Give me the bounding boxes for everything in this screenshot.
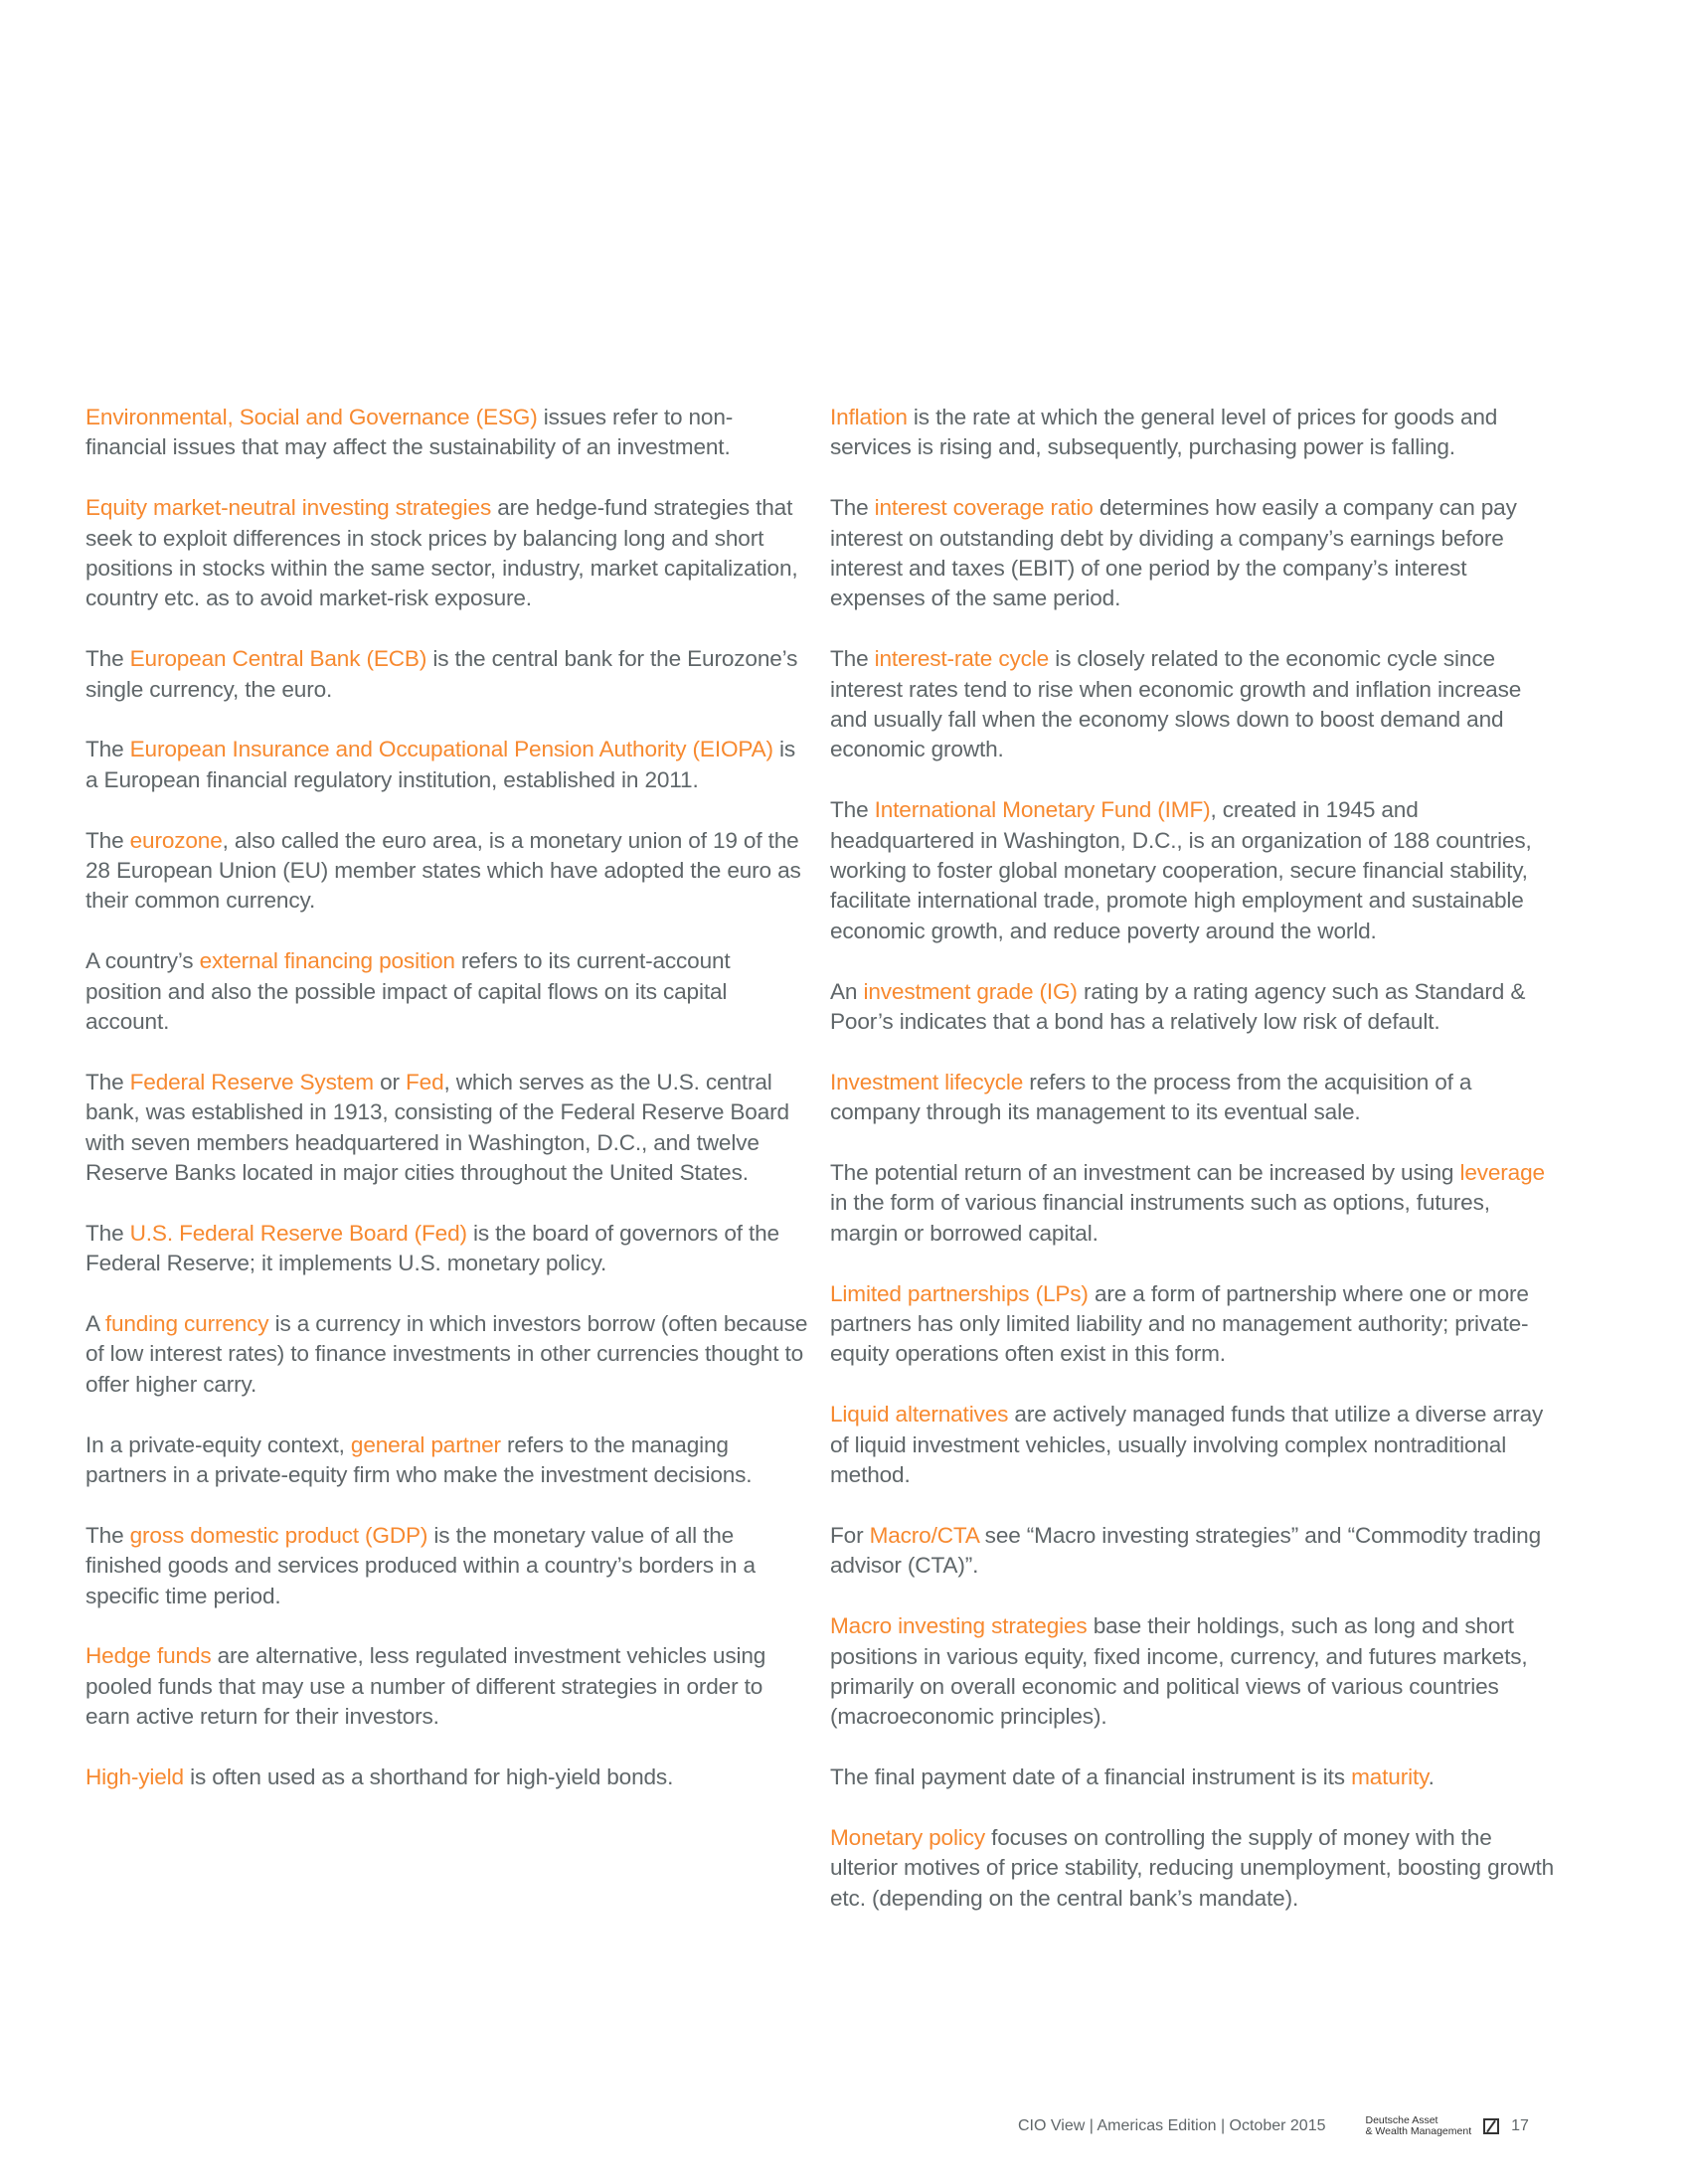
glossary-text: are alternative, less regulated investment vehicles using pooled funds that may use a number of different strategies in order to earn active return for their investors.: [85, 1643, 766, 1730]
glossary-entry: [830, 977, 1556, 1038]
glossary-term: Inflation: [830, 405, 908, 429]
glossary-text: .: [1428, 1764, 1435, 1790]
glossary-entry: [830, 795, 1556, 946]
glossary-term: leverage: [1459, 1160, 1545, 1186]
glossary-text: A country’s: [85, 948, 200, 974]
glossary-term: Investment lifecycle: [830, 1069, 1024, 1094]
glossary-term: external financing position: [199, 948, 455, 974]
glossary-entry: [85, 826, 811, 917]
glossary-text: A: [85, 1311, 105, 1337]
glossary-text: The: [85, 1069, 130, 1094]
glossary-text: are a form of partnership where one or more partners has only limited liability and no management authority; private-equity operations often exist in this form.: [830, 1280, 1529, 1367]
glossary-entry: [85, 1430, 811, 1491]
glossary-entry: [85, 1068, 811, 1189]
glossary-entry: [85, 644, 811, 705]
glossary-column-left: [85, 403, 811, 1823]
glossary-text: An: [830, 978, 864, 1004]
glossary-text: , which serves as the U.S. central bank, was established in 1913, consisting of the Federal Reserve Board with seven members headquartered in Washington, D.C., and twelve Reserve Banks located in major cities throughout the United States.: [85, 1069, 789, 1186]
glossary-term: interest-rate cycle: [874, 646, 1050, 672]
glossary-entry: [85, 1763, 811, 1792]
glossary-entry: [830, 1400, 1556, 1490]
glossary-text: The: [85, 737, 130, 762]
glossary-term: Limited partnerships (LPs): [830, 1280, 1089, 1306]
glossary-entry: [85, 735, 811, 795]
glossary-term: Equity market-neutral investing strategies: [85, 495, 492, 521]
glossary-text: are actively managed funds that utilize a diverse array of liquid investment vehicles, usually involving complex nontraditional method.: [830, 1402, 1544, 1488]
glossary-text: refers to the managing partners in a private-equity firm who make the investment decisions.: [85, 1431, 753, 1488]
glossary-entry: [830, 644, 1556, 765]
glossary-text: are hedge-fund strategies that seek to exploit differences in stock prices by balancing long and short positions in stocks within the same sector, industry, market capitalization, country etc. as to avoid market-risk exposure.: [85, 495, 798, 611]
glossary-text: For: [830, 1522, 870, 1548]
brand-name: [1366, 2115, 1472, 2137]
deutsche-bank-logo-icon: [1483, 2118, 1499, 2134]
glossary-entry: [830, 1611, 1556, 1733]
page-number: 17: [1511, 2117, 1529, 2134]
glossary-entry: [830, 403, 1556, 463]
glossary-term: Macro investing strategies: [830, 1613, 1088, 1639]
glossary-entry: [85, 1521, 811, 1611]
glossary-text: is the central bank for the Eurozone’s single currency, the euro.: [85, 646, 798, 702]
glossary-entry: [85, 403, 811, 463]
glossary-term: Environmental, Social and Governance (ESG): [85, 405, 538, 429]
glossary-text: in the form of various financial instruments such as options, futures, margin or borrowed capital.: [830, 1190, 1490, 1246]
glossary-term: interest coverage ratio: [874, 495, 1094, 521]
glossary-text: The: [85, 1522, 130, 1548]
glossary-text: The: [85, 1220, 130, 1246]
glossary-text: The: [830, 495, 875, 521]
glossary-entry: [830, 1279, 1556, 1370]
glossary-term: investment grade (IG): [863, 978, 1078, 1004]
glossary-text: focuses on controlling the supply of money with the ulterior motives of price stability, reducing unemployment, boosting growth etc. (depending on the central bank’s mandate).: [830, 1824, 1555, 1911]
glossary-entry: [85, 1641, 811, 1732]
glossary-text: , created in 1945 and headquartered in Washington, D.C., is an organization of 188 countries, working to foster global monetary cooperation, secure financial stability, facilitate international trade, promote high employment and sustainable economic growth, and reduce poverty around the world.: [830, 797, 1532, 943]
glossary-text: is the board of governors of the Federal Reserve; it implements U.S. monetary policy.: [85, 1220, 779, 1276]
glossary-entry: [85, 493, 811, 614]
glossary-term: International Monetary Fund (IMF): [874, 797, 1211, 823]
glossary-entry: [85, 1309, 811, 1400]
glossary-term: Fed: [406, 1069, 444, 1094]
glossary-text: is the monetary value of all the finished goods and services produced within a country’s borders in a specific time period.: [85, 1522, 756, 1608]
glossary-entry: [830, 1823, 1556, 1914]
glossary-text: or: [373, 1069, 406, 1094]
glossary-text: is often used as a shorthand for high-yield bonds.: [183, 1764, 674, 1790]
glossary-term: Federal Reserve System: [129, 1069, 374, 1094]
glossary-text: refers to the process from the acquisition of a company through its management to its eventual sale.: [830, 1069, 1472, 1125]
glossary-text: is a currency in which investors borrow (often because of low interest rates) to finance investments in other currencies thought to offer higher carry.: [85, 1311, 808, 1397]
glossary-term: Macro/CTA: [869, 1522, 979, 1548]
glossary-text: issues refer to non-financial issues that may affect the sustainability of an investment.: [85, 405, 734, 460]
glossary-column-right: [830, 403, 1556, 1944]
glossary-text: base their holdings, such as long and short positions in various equity, fixed income, currency, and futures markets, primarily on overall economic and political views of various countries (macroeconomic principles).: [830, 1613, 1528, 1730]
glossary-term: Monetary policy: [830, 1824, 985, 1850]
glossary-entry: [830, 1763, 1556, 1792]
glossary-entry: [830, 493, 1556, 614]
glossary-text: is closely related to the economic cycle since interest rates tend to rise when economic growth and inflation increase and usually fall when the economy slows down to boost demand and economic growth.: [830, 646, 1522, 762]
glossary-text: refers to its current-account position and also the possible impact of capital flows on its capital account.: [85, 948, 731, 1035]
glossary-term: European Insurance and Occupational Pension Authority (EIOPA): [129, 737, 773, 762]
glossary-text: rating by a rating agency such as Standard & Poor’s indicates that a bond has a relatively low risk of default.: [830, 978, 1526, 1035]
glossary-text: The potential return of an investment can be increased by using: [830, 1160, 1460, 1186]
glossary-term: gross domestic product (GDP): [129, 1522, 428, 1548]
glossary-term: U.S. Federal Reserve Board (Fed): [129, 1220, 467, 1246]
glossary-entry: [830, 1068, 1556, 1128]
glossary-text: is a European financial regulatory institution, established in 2011.: [85, 737, 796, 792]
glossary-term: European Central Bank (ECB): [129, 646, 427, 672]
glossary-text: is the rate at which the general level of prices for goods and services is rising and, subsequently, purchasing power is falling.: [830, 405, 1498, 460]
glossary-entry: [85, 946, 811, 1037]
glossary-entry: [830, 1158, 1556, 1249]
glossary-entry: [830, 1521, 1556, 1582]
glossary-entry: [85, 1219, 811, 1279]
glossary-term: funding currency: [104, 1311, 269, 1337]
glossary-text: In a private-equity context,: [85, 1431, 351, 1457]
glossary-text: determines how easily a company can pay interest on outstanding debt by dividing a company’s earnings before interest and taxes (EBIT) of one period by the company’s interest expenses of the same period.: [830, 495, 1517, 611]
glossary-text: see “Macro investing strategies” and “Commodity trading advisor (CTA)”.: [830, 1522, 1542, 1579]
page-footer: [1018, 2115, 1529, 2137]
glossary-text: The: [830, 646, 875, 672]
glossary-term: eurozone: [129, 827, 223, 853]
glossary-term: High-yield: [85, 1764, 184, 1790]
glossary-text: The: [85, 827, 130, 853]
glossary-text: The: [85, 646, 130, 672]
publication-title: CIO View | Americas Edition | October 2015: [1018, 2117, 1326, 2134]
glossary-term: maturity: [1351, 1764, 1429, 1790]
glossary-term: Liquid alternatives: [830, 1402, 1009, 1428]
glossary-text: The: [830, 797, 875, 823]
glossary-term: general partner: [350, 1431, 501, 1457]
glossary-term: Hedge funds: [85, 1643, 212, 1669]
brand-line-1: Deutsche Asset: [1365, 2114, 1438, 2126]
glossary-text: , also called the euro area, is a monetary union of 19 of the 28 European Union (EU) member states which have adopted the euro as their common currency.: [85, 827, 801, 914]
glossary-text: The final payment date of a financial instrument is its: [830, 1764, 1352, 1790]
brand-line-2: & Wealth Management: [1365, 2125, 1472, 2137]
